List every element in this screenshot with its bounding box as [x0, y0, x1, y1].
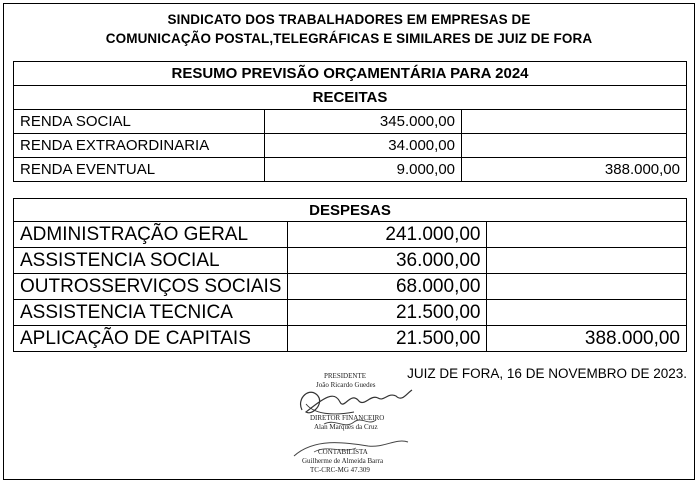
row-value: 68.000,00 — [288, 274, 487, 300]
table-row — [14, 300, 687, 326]
date-line: JUIZ DE FORA, 16 DE NOVEMBRO DE 2023. — [407, 366, 687, 381]
accountant-name: Guilherme de Almeida Barra — [302, 457, 384, 465]
table-row — [14, 110, 687, 134]
row-label: ADMINISTRAÇÃO GERAL — [14, 222, 288, 248]
despesas-title: DESPESAS — [14, 199, 687, 222]
row-label: RENDA EXTRAORDINARIA — [14, 134, 265, 158]
table-row — [14, 274, 687, 300]
row-total: 388.000,00 — [462, 158, 687, 182]
table-row — [14, 326, 687, 352]
finance-role: DIRETOR FINANCEIRO — [310, 414, 385, 422]
row-label: RENDA SOCIAL — [14, 110, 265, 134]
finance-name: Alan Marques da Cruz — [314, 423, 378, 431]
row-total — [487, 300, 687, 326]
row-total — [462, 134, 687, 158]
accountant-registration: TC-CRC-MG 47.309 — [310, 466, 370, 474]
row-value: 241.000,00 — [288, 222, 487, 248]
receitas-title: RECEITAS — [14, 86, 687, 110]
table-row — [14, 158, 687, 182]
signature-block — [284, 368, 434, 478]
row-value: 34.000,00 — [265, 134, 462, 158]
header-line-2: COMUNICAÇÃO POSTAL,TELEGRÁFICAS E SIMILARES DE JUIZ DE FORA — [105, 31, 593, 46]
row-total: 388.000,00 — [487, 326, 687, 352]
president-name: João Ricardo Guedes — [316, 381, 376, 389]
row-label: OUTROSSERVIÇOS SOCIAIS — [14, 274, 288, 300]
row-label: APLICAÇÃO DE CAPITAIS — [14, 326, 288, 352]
receitas-table — [13, 61, 687, 182]
accountant-role: CONTABILISTA — [318, 448, 368, 456]
president-role: PRESIDENTE — [324, 372, 366, 380]
row-value: 9.000,00 — [265, 158, 462, 182]
table-row — [14, 222, 687, 248]
row-total — [487, 274, 687, 300]
table-row — [14, 248, 687, 274]
row-label: ASSISTENCIA SOCIAL — [14, 248, 288, 274]
row-label: RENDA EVENTUAL — [14, 158, 265, 182]
table-row — [14, 134, 687, 158]
header-line-1: SINDICATO DOS TRABALHADORES EM EMPRESAS DE — [167, 12, 531, 27]
row-total — [462, 110, 687, 134]
row-value: 21.500,00 — [288, 326, 487, 352]
document-page — [3, 3, 695, 480]
despesas-table — [13, 198, 687, 352]
summary-title: RESUMO PREVISÃO ORÇAMENTÁRIA PARA 2024 — [14, 62, 687, 86]
row-value: 21.500,00 — [288, 300, 487, 326]
row-value: 345.000,00 — [265, 110, 462, 134]
row-total — [487, 222, 687, 248]
row-value: 36.000,00 — [288, 248, 487, 274]
row-label: ASSISTENCIA TECNICA — [14, 300, 288, 326]
row-total — [487, 248, 687, 274]
